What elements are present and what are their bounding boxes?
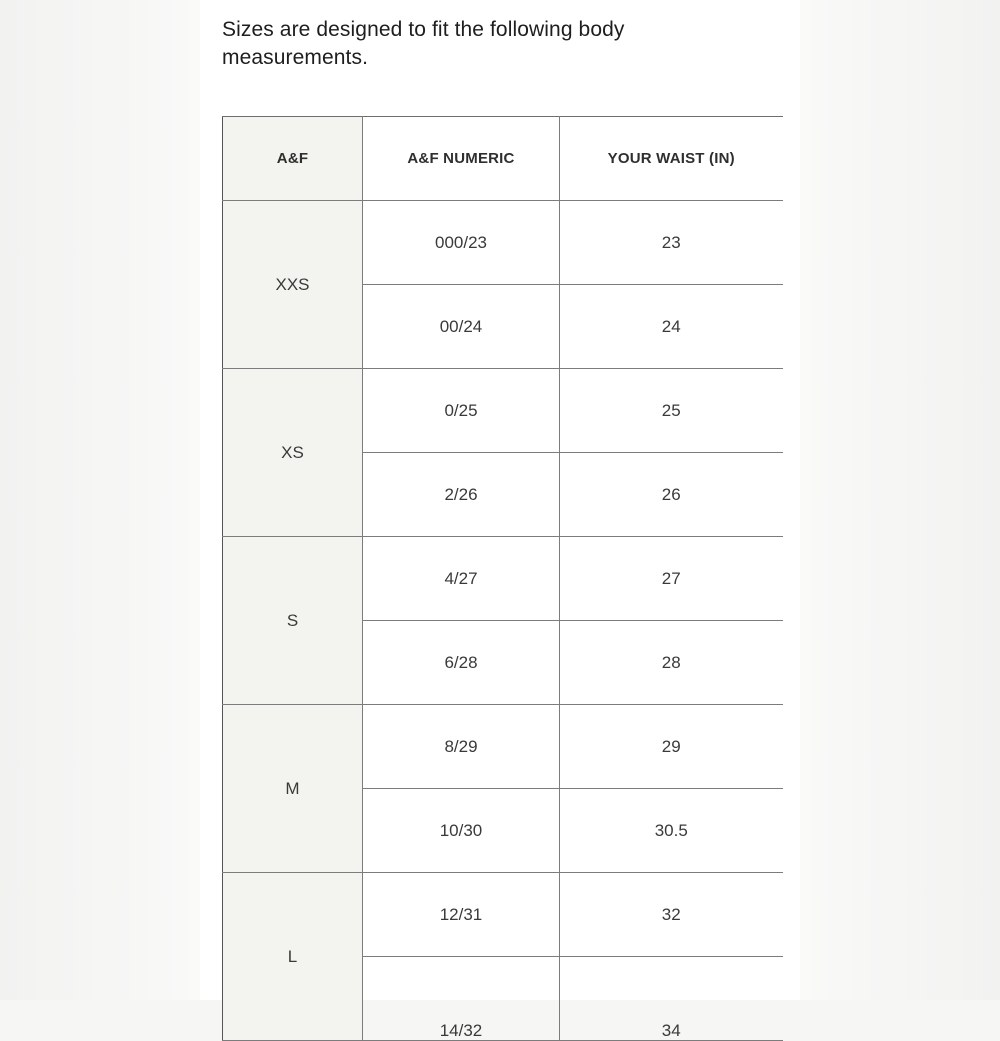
table-row bbox=[223, 705, 783, 789]
table-row bbox=[223, 873, 783, 957]
numeric-cell: 2/26 bbox=[363, 453, 560, 537]
numeric-cell: 10/30 bbox=[363, 789, 560, 873]
table-row bbox=[223, 537, 783, 621]
header-af-size: A&F bbox=[223, 117, 363, 201]
waist-cell: 27 bbox=[560, 537, 783, 621]
background-left bbox=[0, 0, 200, 1000]
size-chart-table bbox=[222, 116, 783, 1041]
waist-cell-partial bbox=[560, 957, 783, 1041]
waist-cell: 24 bbox=[560, 285, 783, 369]
waist-cell: 25 bbox=[560, 369, 783, 453]
waist-cell: 28 bbox=[560, 621, 783, 705]
waist-cell: 26 bbox=[560, 453, 783, 537]
numeric-cell: 6/28 bbox=[363, 621, 560, 705]
table-row bbox=[223, 201, 783, 285]
table-row bbox=[223, 369, 783, 453]
numeric-cell-text: 14/32 bbox=[439, 1020, 483, 1040]
table-header-row bbox=[223, 117, 783, 201]
size-cell-xxs: XXS bbox=[223, 201, 363, 369]
numeric-cell: 00/24 bbox=[363, 285, 560, 369]
numeric-cell: 12/31 bbox=[363, 873, 560, 957]
intro-text: Sizes are designed to fit the following body measurements. bbox=[222, 18, 625, 69]
size-cell-s: S bbox=[223, 537, 363, 705]
numeric-cell: 0/25 bbox=[363, 369, 560, 453]
numeric-cell: 8/29 bbox=[363, 705, 560, 789]
size-chart-card bbox=[200, 0, 800, 1040]
waist-cell: 29 bbox=[560, 705, 783, 789]
numeric-cell-partial bbox=[363, 957, 560, 1041]
size-cell-xs: XS bbox=[223, 369, 363, 537]
size-cell-l: L bbox=[223, 873, 363, 1041]
background-right bbox=[800, 0, 1000, 1000]
waist-cell: 30.5 bbox=[560, 789, 783, 873]
numeric-cell: 000/23 bbox=[363, 201, 560, 285]
header-af-numeric: A&F NUMERIC bbox=[363, 117, 560, 201]
waist-cell: 32 bbox=[560, 873, 783, 957]
size-cell-m: M bbox=[223, 705, 363, 873]
waist-cell: 23 bbox=[560, 201, 783, 285]
numeric-cell: 4/27 bbox=[363, 537, 560, 621]
waist-cell-text: 34 bbox=[661, 1020, 681, 1040]
header-waist: YOUR WAIST (IN) bbox=[560, 117, 783, 201]
